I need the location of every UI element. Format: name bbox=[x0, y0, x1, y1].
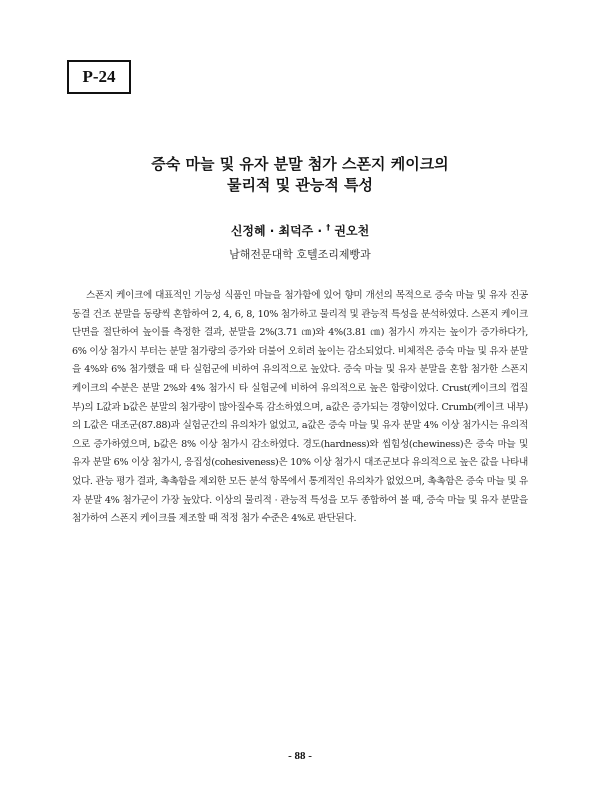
page-number: - 88 - bbox=[288, 750, 312, 762]
poster-id: P-24 bbox=[82, 67, 116, 86]
title-line-1: 증숙 마늘 및 유자 분말 첨가 스폰지 케이크의 bbox=[151, 155, 449, 173]
affiliation: 남해전문대학 호텔조리제빵과 bbox=[229, 248, 371, 261]
title-line-2: 물리적 및 관능적 특성 bbox=[226, 176, 374, 194]
abstract-body: 스폰지 케이크에 대표적인 기능성 식품인 마늘을 첨가함에 있어 향미 개선의 목적으로 증숙 마늘 및 유자 진공 동결 건조 분말을 동량씩 혼합하여 2, 4, 6, 8, 10% 첨가하고 물리적 및 관능적 특성을 분석하였다. 스폰지 케이크 단면을 절단하여 높이를 측정한 결과, 분말을 2%(3.71 ㎝)와 4%(3.81 ㎝) 첨가시 까지는 높이가 증가하다가, 6% 이상 첨가시 부터는 분말 첨가량의 증가와 더불어 오히려 높이는 감소되었다. 비체적은 증숙 마늘 및 유자 분말을 4%와 6% 첨가했을 때 타 실험군에 비하여 유의적으로 높았다. 증숙 마늘 및 유자 분말을 혼합 첨가한 스폰지 케이크의 수분은 분말 2%와 4% 첨가시 타 실험군에 비하여 유의적으로 높은 함량이었다. Crust(케이크의 껍질부)의 L값과 b값은 분말의 첨가량이 많아질수록 감소하였으며, a값은 증가되는 경향이었다. Crumb(케이크 내부)의 L값은 대조군(87.88)과 실험군간의 유의차가 없었고, a값은 증숙 마늘 및 유자 분말 4% 이상 첨가시는 유의적으로 증가하였으며, b값은 8% 이상 첨가시 감소하였다. 경도(hardness)와 씹힘성(chewiness)은 증숙 마늘 및 유자 분말 6% 이상 첨가시, 응집성(cohesiveness)은 10% 이상 첨가시 대조군보다 유의적으로 높은 값을 나타내었다. 관능 평가 결과, 촉촉함을 제외한 모든 분석 항목에서 통계적인 유의차가 없었으며, 촉촉함은 증숙 마늘 및 유자 분말 4% 첨가군이 가장 높았다. 이상의 물리적 · 관능적 특성을 모두 종합하여 볼 때, 증숙 마늘 및 유자 분말을 첨가하여 스폰지 케이크를 제조할 때 적정 첨가 수준은 4%로 판단된다. bbox=[72, 290, 528, 525]
authors-last: 권오천 bbox=[330, 224, 370, 238]
poster-id-box bbox=[67, 60, 131, 94]
authors-first: 신정혜 · 최덕주 · bbox=[230, 224, 327, 238]
authors bbox=[60, 220, 540, 239]
corresponding-author-mark: † bbox=[326, 223, 331, 232]
paper-title bbox=[60, 154, 540, 196]
